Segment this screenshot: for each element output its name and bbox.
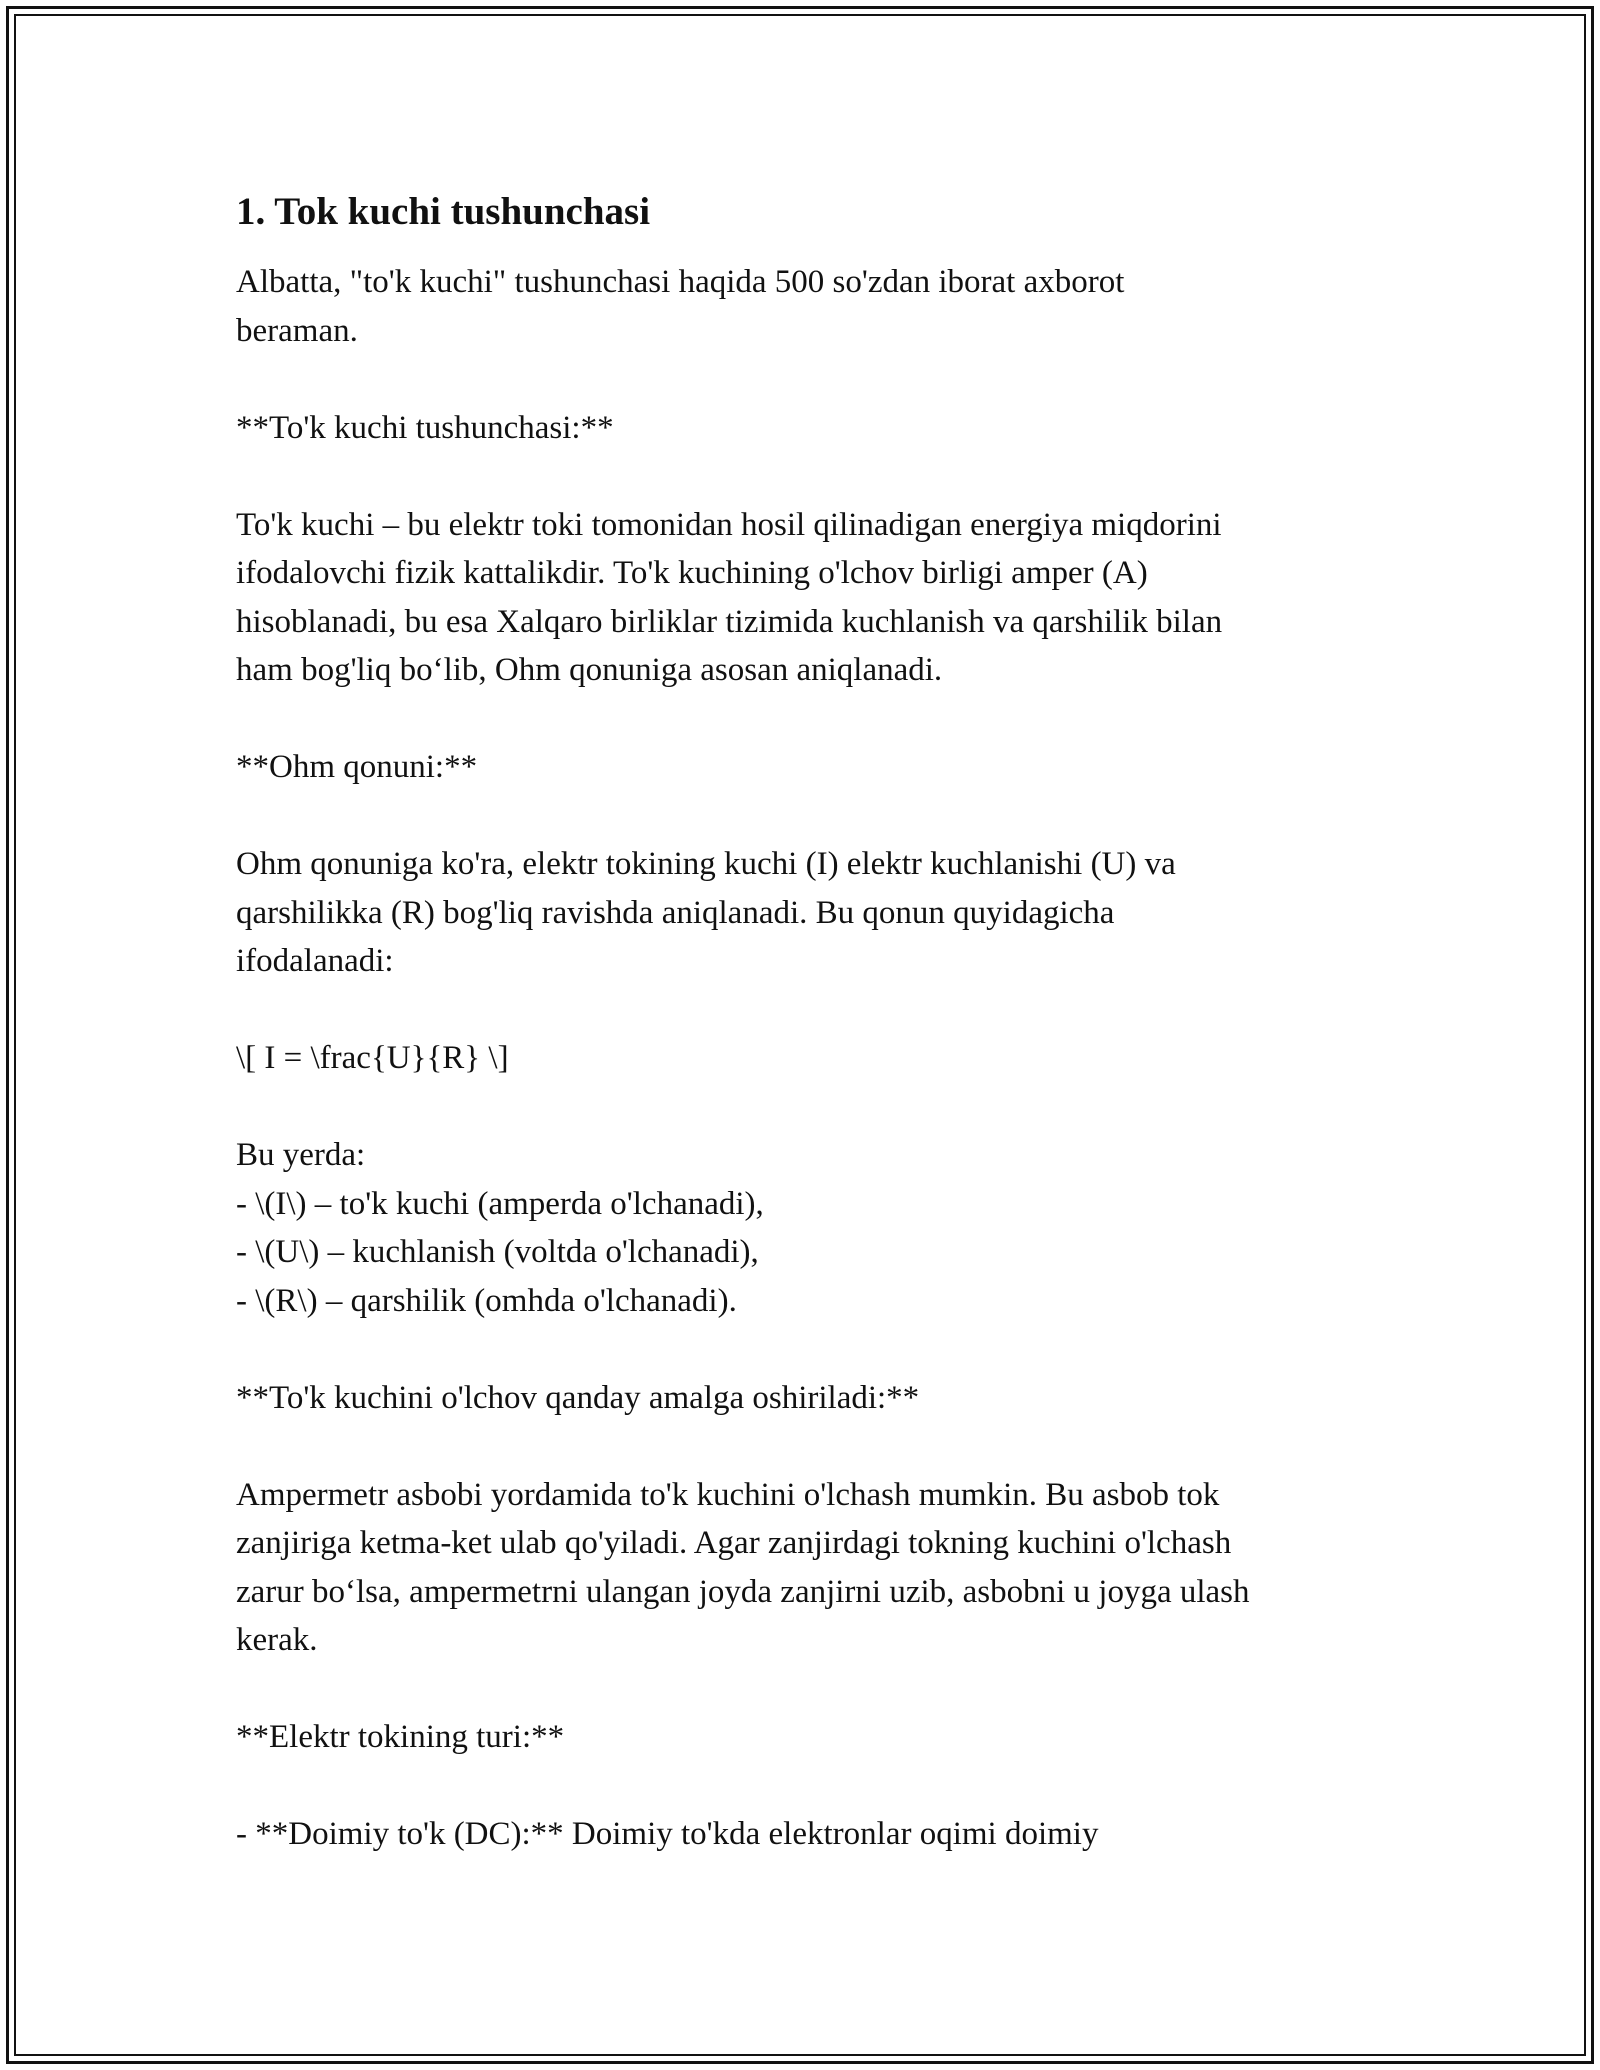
document-body (236, 186, 1376, 1907)
variables-list (236, 1131, 1376, 1325)
list-item: - \(R\) – qarshilik (omhda o'lchanadi). (236, 1282, 737, 1319)
text-line: **To'k kuchini o'lchov qanday amalga oshiriladi:** (236, 1379, 920, 1416)
subheading-measurement (236, 1374, 1376, 1423)
subheading-current-type (236, 1713, 1376, 1762)
text-line: **Elektr tokining turi:** (236, 1719, 565, 1755)
text-line: Ampermetr asbobi yordamida to'k kuchini o'lchash mumkin. Bu asbob tok (236, 1476, 1220, 1513)
text-line: hisoblanadi, bu esa Xalqaro birliklar tizimida kuchlanish va qarshilik bilan (236, 603, 1223, 640)
dc-paragraph (236, 1810, 1376, 1859)
text-line: Albatta, "to'k kuchi" tushunchasi haqida 500 so'zdan iborat axborot (236, 264, 1125, 300)
text-line: ham bog'liq bo‘lib, Ohm qonuniga asosan aniqlanadi. (236, 652, 943, 688)
text-line: qarshilikka (R) bog'liq ravishda aniqlanadi. Bu qonun quyidagicha (236, 894, 1115, 931)
text-line: beraman. (236, 312, 358, 349)
subheading-tok-kuchi (236, 404, 1376, 453)
text-line: **Ohm qonuni:** (236, 749, 478, 785)
formula-line (236, 1034, 1376, 1083)
text-line: Ohm qonuniga ko'ra, elektr tokining kuchi (I) elektr kuchlanishi (U) va (236, 846, 1176, 882)
text-line: zarur bo‘lsa, ampermetrni ulangan joyda zanjirni uzib, asbobni u joyga ulash (236, 1573, 1250, 1610)
text-line: ifodalovchi fizik kattalikdir. To'k kuchining o'lchov birligi amper (A) (236, 555, 1148, 591)
list-item: - \(I\) – to'k kuchi (amperda o'lchanadi), (236, 1185, 764, 1222)
text-line: Bu yerda: (236, 1137, 366, 1173)
definition-paragraph (236, 501, 1376, 695)
text-line: To'k kuchi – bu elektr toki tomonidan hosil qilinadigan energiya miqdorini (236, 506, 1222, 543)
text-line: \[ I = \frac{U}{R} \] (236, 1040, 509, 1076)
text-line: **To'k kuchi tushunchasi:** (236, 409, 614, 446)
ohm-paragraph (236, 840, 1376, 986)
text-line: ifodalanadi: (236, 943, 394, 979)
section-heading: 1. Tok kuchi tushunchasi (236, 190, 651, 233)
text-line: kerak. (236, 1622, 318, 1658)
list-item: - \(U\) – kuchlanish (voltda o'lchanadi), (236, 1234, 759, 1270)
measurement-paragraph (236, 1471, 1376, 1665)
list-item: - **Doimiy to'k (DC):** Doimiy to'kda elektronlar oqimi doimiy (236, 1816, 1099, 1852)
intro-paragraph (236, 258, 1376, 355)
text-line: zanjiriga ketma-ket ulab qo'yiladi. Agar zanjirdagi tokning kuchini o'lchash (236, 1525, 1232, 1561)
subheading-ohm (236, 743, 1376, 792)
